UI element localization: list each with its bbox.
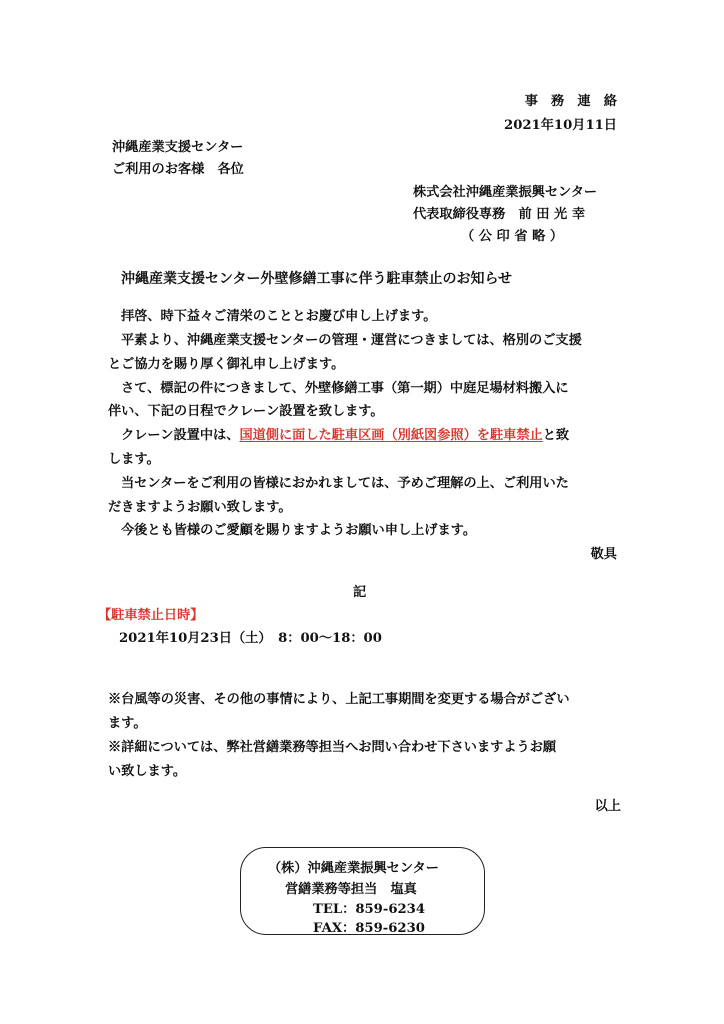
- body-paragraph-6: 今後とも皆様のご愛顧を賜りますようお願い申し上げます。: [121, 523, 477, 538]
- end-mark: 以上: [594, 799, 621, 814]
- closing-keigu: 敬具: [590, 547, 617, 562]
- no-parking-datetime: 2021年10月23日（土） 8：00～18：00: [119, 631, 382, 646]
- notice-title: 沖縄産業支援センター外壁修繕工事に伴う駐車禁止のお知らせ: [121, 271, 513, 287]
- body-paragraph-3-line-1: さて、標記の件につきまして、外壁修繕工事（第一期）中庭足場材料搬入に: [121, 381, 569, 396]
- doc-date: 2021年10月11日: [504, 118, 617, 133]
- paragraph-4-prefix: クレーン設置中は、: [121, 428, 240, 443]
- body-paragraph-4-line-2: します。: [108, 452, 160, 467]
- body-paragraph-1: 拝啓、時下益々ご清栄のこととお慶び申し上げます。: [121, 309, 437, 324]
- sender-representative: 代表取締役専務 前 田 光 幸: [413, 207, 586, 222]
- sender-company: 株式会社沖縄産業振興センター: [413, 185, 598, 200]
- contact-department: 営繕業務等担当 塩真: [285, 882, 417, 897]
- body-paragraph-3-line-2: 伴い、下記の日程でクレーン設置を致します。: [108, 404, 384, 419]
- paragraph-4-suffix: と致: [542, 428, 570, 443]
- contact-company: （株）沖縄産業振興センター: [268, 861, 439, 876]
- note-1-line-2: ます。: [108, 716, 147, 731]
- no-parking-datetime-heading: 【駐車禁止日時】: [98, 608, 204, 623]
- doc-type-label: 事 務 連 絡: [524, 94, 617, 109]
- note-2-line-2: い致します。: [108, 764, 187, 779]
- body-paragraph-5-line-1: 当センターをご利用の皆様におかれましては、予めご理解の上、ご利用いた: [121, 476, 569, 491]
- ki-heading: 記: [353, 585, 367, 600]
- body-paragraph-2-line-1: 平素より、沖縄産業支援センターの管理・運営につきましては、格別のご支援: [121, 333, 582, 348]
- seal-omitted-note: （ 公 印 省 略 ）: [461, 229, 564, 244]
- note-1-line-1: ※台風等の災害、その他の事情により、上記工事期間を変更する場合がござい: [108, 692, 570, 707]
- body-paragraph-5-line-2: だきますようお願い致します。: [108, 500, 292, 515]
- recipient-line-1: 沖縄産業支援センター: [112, 140, 244, 155]
- recipient-line-2: ご利用のお客様 各位: [112, 162, 244, 177]
- body-paragraph-2-line-2: とご協力を賜り厚く御礼申し上げます。: [108, 357, 345, 372]
- note-2-line-1: ※詳細については、弊社営繕業務等担当へお問い合わせ下さいますようお願: [108, 740, 557, 755]
- contact-fax: FAX：859-6230: [313, 921, 425, 936]
- contact-tel: TEL：859-6234: [313, 902, 426, 917]
- no-parking-area-highlight: 国道側に面した駐車区画（別紙図参照）を駐車禁止: [239, 428, 543, 443]
- body-paragraph-4-line-1: [121, 424, 569, 443]
